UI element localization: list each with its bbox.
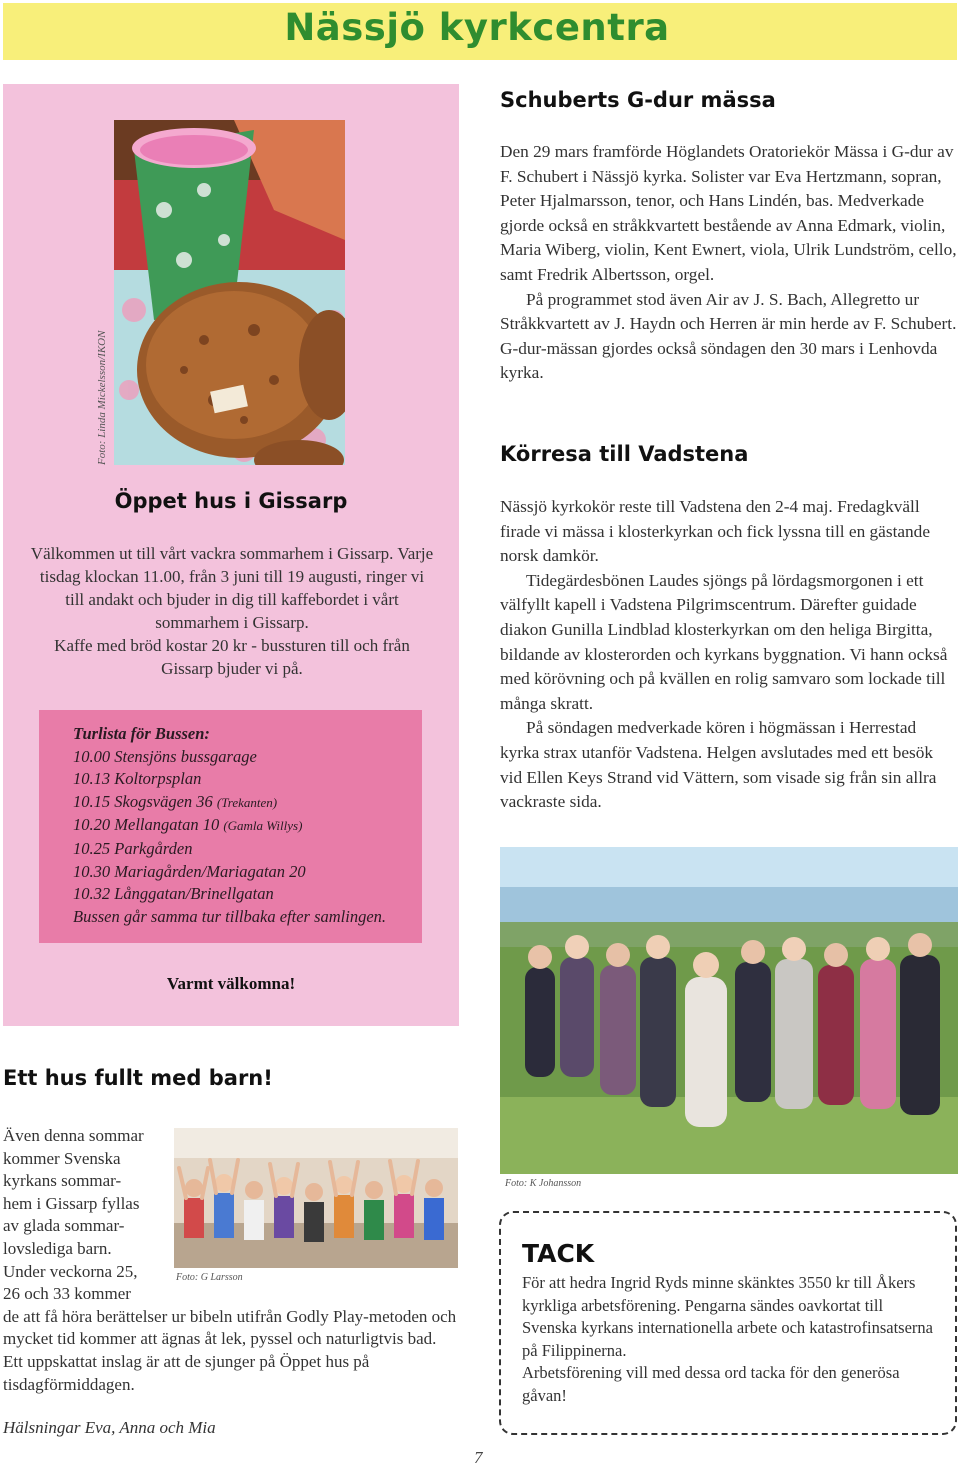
greeting: Hälsningar Eva, Anna och Mia (3, 1418, 216, 1437)
korresa-body (500, 495, 955, 815)
photo-credit: Foto: G Larsson (176, 1272, 243, 1283)
mass-paragraph: Den 29 mars framförde Höglandets Oratoriekör Mässa i G-dur av F. Schubert i Nässjö kyrka. Solister var Eva Hertzmann, sopran, Peter Hjalmarsson, tenor, och Hans Lindén, bas. Medverkade gjorde också en stråkkvartett bestående av Anna Edmark, violin, Maria Wiberg, violin, Kent Ewnert, viola, Ulrik Lundström, cello, samt Fredrik Albertsson, orgel. (500, 142, 957, 284)
tack-paragraph: För att hedra Ingrid Ryds minne skänktes 3550 kr till Åkers kyrkliga arbetsförening. Pengarna sändes oavkortat till Svenska kyrkans internationella arbete och katastrofinsatserna på Filippinerna. (522, 1273, 933, 1360)
korresa-paragraph: Tidegärdesbönen Laudes sjöngs på lördagsmorgonen i ett välfyllt kapell i Vadstena Pilgrimscentrum. Därefter guidade diakon Gunilla Lindblad klosterkyrkan om den heliga Birgitta, bildande av klosterorden och kyrkans byggnation. Vi hann också med körövning och på kvällen en rolig samvaro som lockade till många skratt. (500, 570, 948, 713)
bus-stop: 10.15 Skogsvägen 36 (Trekanten) (73, 791, 278, 811)
barn-line: kommer Svenska (3, 1148, 121, 1168)
korresa-paragraph: Nässjö kyrkokör reste till Vadstena den 2-4 maj. Fredagkväll firade vi mässa i klosterkyrkan och fick lyssna till en gästande norsk damkör. (500, 497, 930, 566)
tack-paragraph: Arbetsförening vill med dessa ord tacka för den generösa gåvan! (522, 1363, 900, 1405)
barn-line: Under veckorna 25, (3, 1261, 138, 1281)
bus-stop: 10.32 Långgatan/Brinellgatan (73, 884, 274, 904)
gissarp-paragraph: Kaffe med bröd kostar 20 kr - bussturen till och från Gissarp bjuder vi på. (54, 636, 410, 678)
mass-body (500, 140, 958, 386)
mass-heading: Schuberts G-dur mässa (500, 88, 776, 112)
bus-stop: 10.30 Mariagården/Mariagatan 20 (73, 861, 306, 881)
photo-credit: Foto: K Johansson (505, 1178, 582, 1189)
photo-credit: Foto: Linda Mickelsson/IKON (96, 330, 108, 465)
bus-stop: 10.20 Mellangatan 10 (Gamla Willys) (73, 815, 303, 835)
barn-line: hem i Gissarp fyllas (3, 1193, 140, 1213)
barn-body (3, 1125, 458, 1396)
mass-paragraph: På programmet stod även Air av J. S. Bach, Allegretto ur Stråkkvartett av J. Haydn och Herren är min herde av F. Schubert. G-dur-mässan gjordes också söndagen den 30 mars i Lenhovda kyrka. (500, 289, 957, 383)
tack-body (522, 1272, 942, 1408)
tack-heading: TACK (522, 1239, 595, 1268)
page-number: 7 (474, 1448, 483, 1467)
gissarp-body (30, 542, 434, 680)
bus-schedule (73, 723, 433, 928)
barn-line: Även denna sommar (3, 1126, 144, 1145)
choir-group-photo (500, 847, 958, 1174)
cookie-cup-photo (114, 120, 345, 465)
barn-line: lovslediga barn. (3, 1238, 112, 1258)
korresa-heading: Körresa till Vadstena (500, 442, 749, 466)
welcome-text: Varmt välkomna! (166, 974, 296, 993)
barn-line: av glada sommar- (3, 1216, 125, 1236)
bus-schedule-title: Turlista för Bussen: (73, 724, 210, 743)
barn-paragraph: de att få höra berättelser ur bibeln utifrån Godly Play-metoden och mycket tid kommer att ägnas åt lek, pyssel och naturligtvis bad. Ett uppskattat inslag är att de sjunger på Öppet hus på tisdagförmiddagen. (3, 1306, 457, 1394)
gissarp-paragraph: Välkommen ut till vårt vackra sommarhem i Gissarp. Varje tisdag klockan 11.00, från 3 juni till 19 augusti, ringer vi till andakt och bjuder in dig till kaffebordet i vårt sommarhem i Gissarp. (30, 544, 434, 632)
bus-stop: 10.00 Stensjöns bussgarage (73, 746, 257, 766)
bus-stop: 10.25 Parkgården (73, 838, 193, 858)
page-title: Nässjö kyrkcentra (284, 6, 670, 49)
barn-line: 26 och 33 kommer (3, 1284, 131, 1304)
barn-line: kyrkans sommar- (3, 1171, 122, 1191)
bus-stop: 10.13 Koltorpsplan (73, 769, 202, 789)
korresa-paragraph: På söndagen medverkade kören i högmässan i Herrestad kyrka strax utanför Vadstena. Helgen avslutades med ett besök vid Ellen Keys Strand vid Vättern, som visade sig från sin allra vackraste sida. (500, 718, 937, 812)
bus-schedule-footer: Bussen går samma tur tillbaka efter samlingen. (73, 906, 387, 926)
gissarp-heading: Öppet hus i Gissarp (114, 489, 348, 513)
barn-heading: Ett hus fullt med barn! (3, 1066, 273, 1090)
